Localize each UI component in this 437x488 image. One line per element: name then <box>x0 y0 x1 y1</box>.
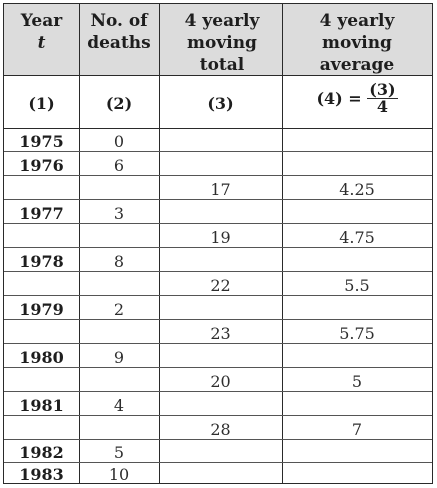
moving-average-table <box>3 3 433 484</box>
year-1982: 1982 <box>19 443 64 462</box>
column-number-4 <box>282 82 432 115</box>
row-divider <box>4 151 432 152</box>
row-divider <box>4 319 432 320</box>
header-moving-average: 4 yearly moving average <box>319 11 395 75</box>
fraction-numerator: (3) <box>369 80 396 99</box>
deaths-1977: 3 <box>113 204 125 223</box>
deaths-1982: 5 <box>113 443 125 462</box>
year-1979: 1979 <box>19 300 64 319</box>
year-1978: 1978 <box>19 252 64 271</box>
row-divider <box>4 271 432 272</box>
year-1983: 1983 <box>19 465 64 484</box>
moving-average-5: 5 <box>351 372 363 391</box>
column-number-2: (2) <box>105 94 133 113</box>
header-year <box>4 10 79 54</box>
header-deaths: No. of deaths <box>87 11 151 53</box>
row-divider <box>4 295 432 296</box>
moving-average-2: 4.75 <box>339 228 375 247</box>
row-divider <box>4 343 432 344</box>
moving-average-1: 4.25 <box>339 180 375 199</box>
row-divider <box>4 367 432 368</box>
moving-total-1: 17 <box>210 180 231 199</box>
moving-total-5: 20 <box>210 372 231 391</box>
year-1980: 1980 <box>19 348 64 367</box>
row-divider <box>4 462 432 463</box>
deaths-1979: 2 <box>113 300 125 319</box>
header-moving-total: 4 yearly moving total <box>184 11 260 75</box>
year-1976: 1976 <box>19 156 64 175</box>
row-divider <box>4 175 432 176</box>
header-year-symbol: t <box>37 33 46 53</box>
moving-average-3: 5.5 <box>344 276 370 295</box>
deaths-1980: 9 <box>113 348 125 367</box>
deaths-1981: 4 <box>113 396 125 415</box>
column-number-3: (3) <box>207 94 234 113</box>
moving-total-2: 19 <box>210 228 231 247</box>
moving-total-6: 28 <box>210 420 231 439</box>
moving-average-4: 5.75 <box>339 324 375 343</box>
year-1975: 1975 <box>19 132 64 151</box>
fraction-denominator: 4 <box>376 97 388 116</box>
year-1981: 1981 <box>19 396 64 415</box>
deaths-1978: 8 <box>113 252 125 271</box>
deaths-1976: 6 <box>113 156 125 175</box>
header-year-label: Year <box>20 11 63 31</box>
deaths-1983: 10 <box>108 465 130 484</box>
column-number-4-prefix: (4) = <box>316 89 362 108</box>
year-1977: 1977 <box>19 204 64 223</box>
moving-total-3: 22 <box>210 276 231 295</box>
row-divider <box>4 439 432 440</box>
column-number-4-fraction <box>367 82 397 115</box>
header-divider <box>4 75 432 76</box>
deaths-1975: 0 <box>113 132 125 151</box>
moving-average-6: 7 <box>351 420 363 439</box>
row-divider <box>4 391 432 392</box>
column-number-divider <box>4 128 432 129</box>
moving-total-4: 23 <box>210 324 231 343</box>
row-divider <box>4 199 432 200</box>
row-divider <box>4 247 432 248</box>
column-number-1: (1) <box>28 94 55 113</box>
row-divider <box>4 223 432 224</box>
row-divider <box>4 415 432 416</box>
